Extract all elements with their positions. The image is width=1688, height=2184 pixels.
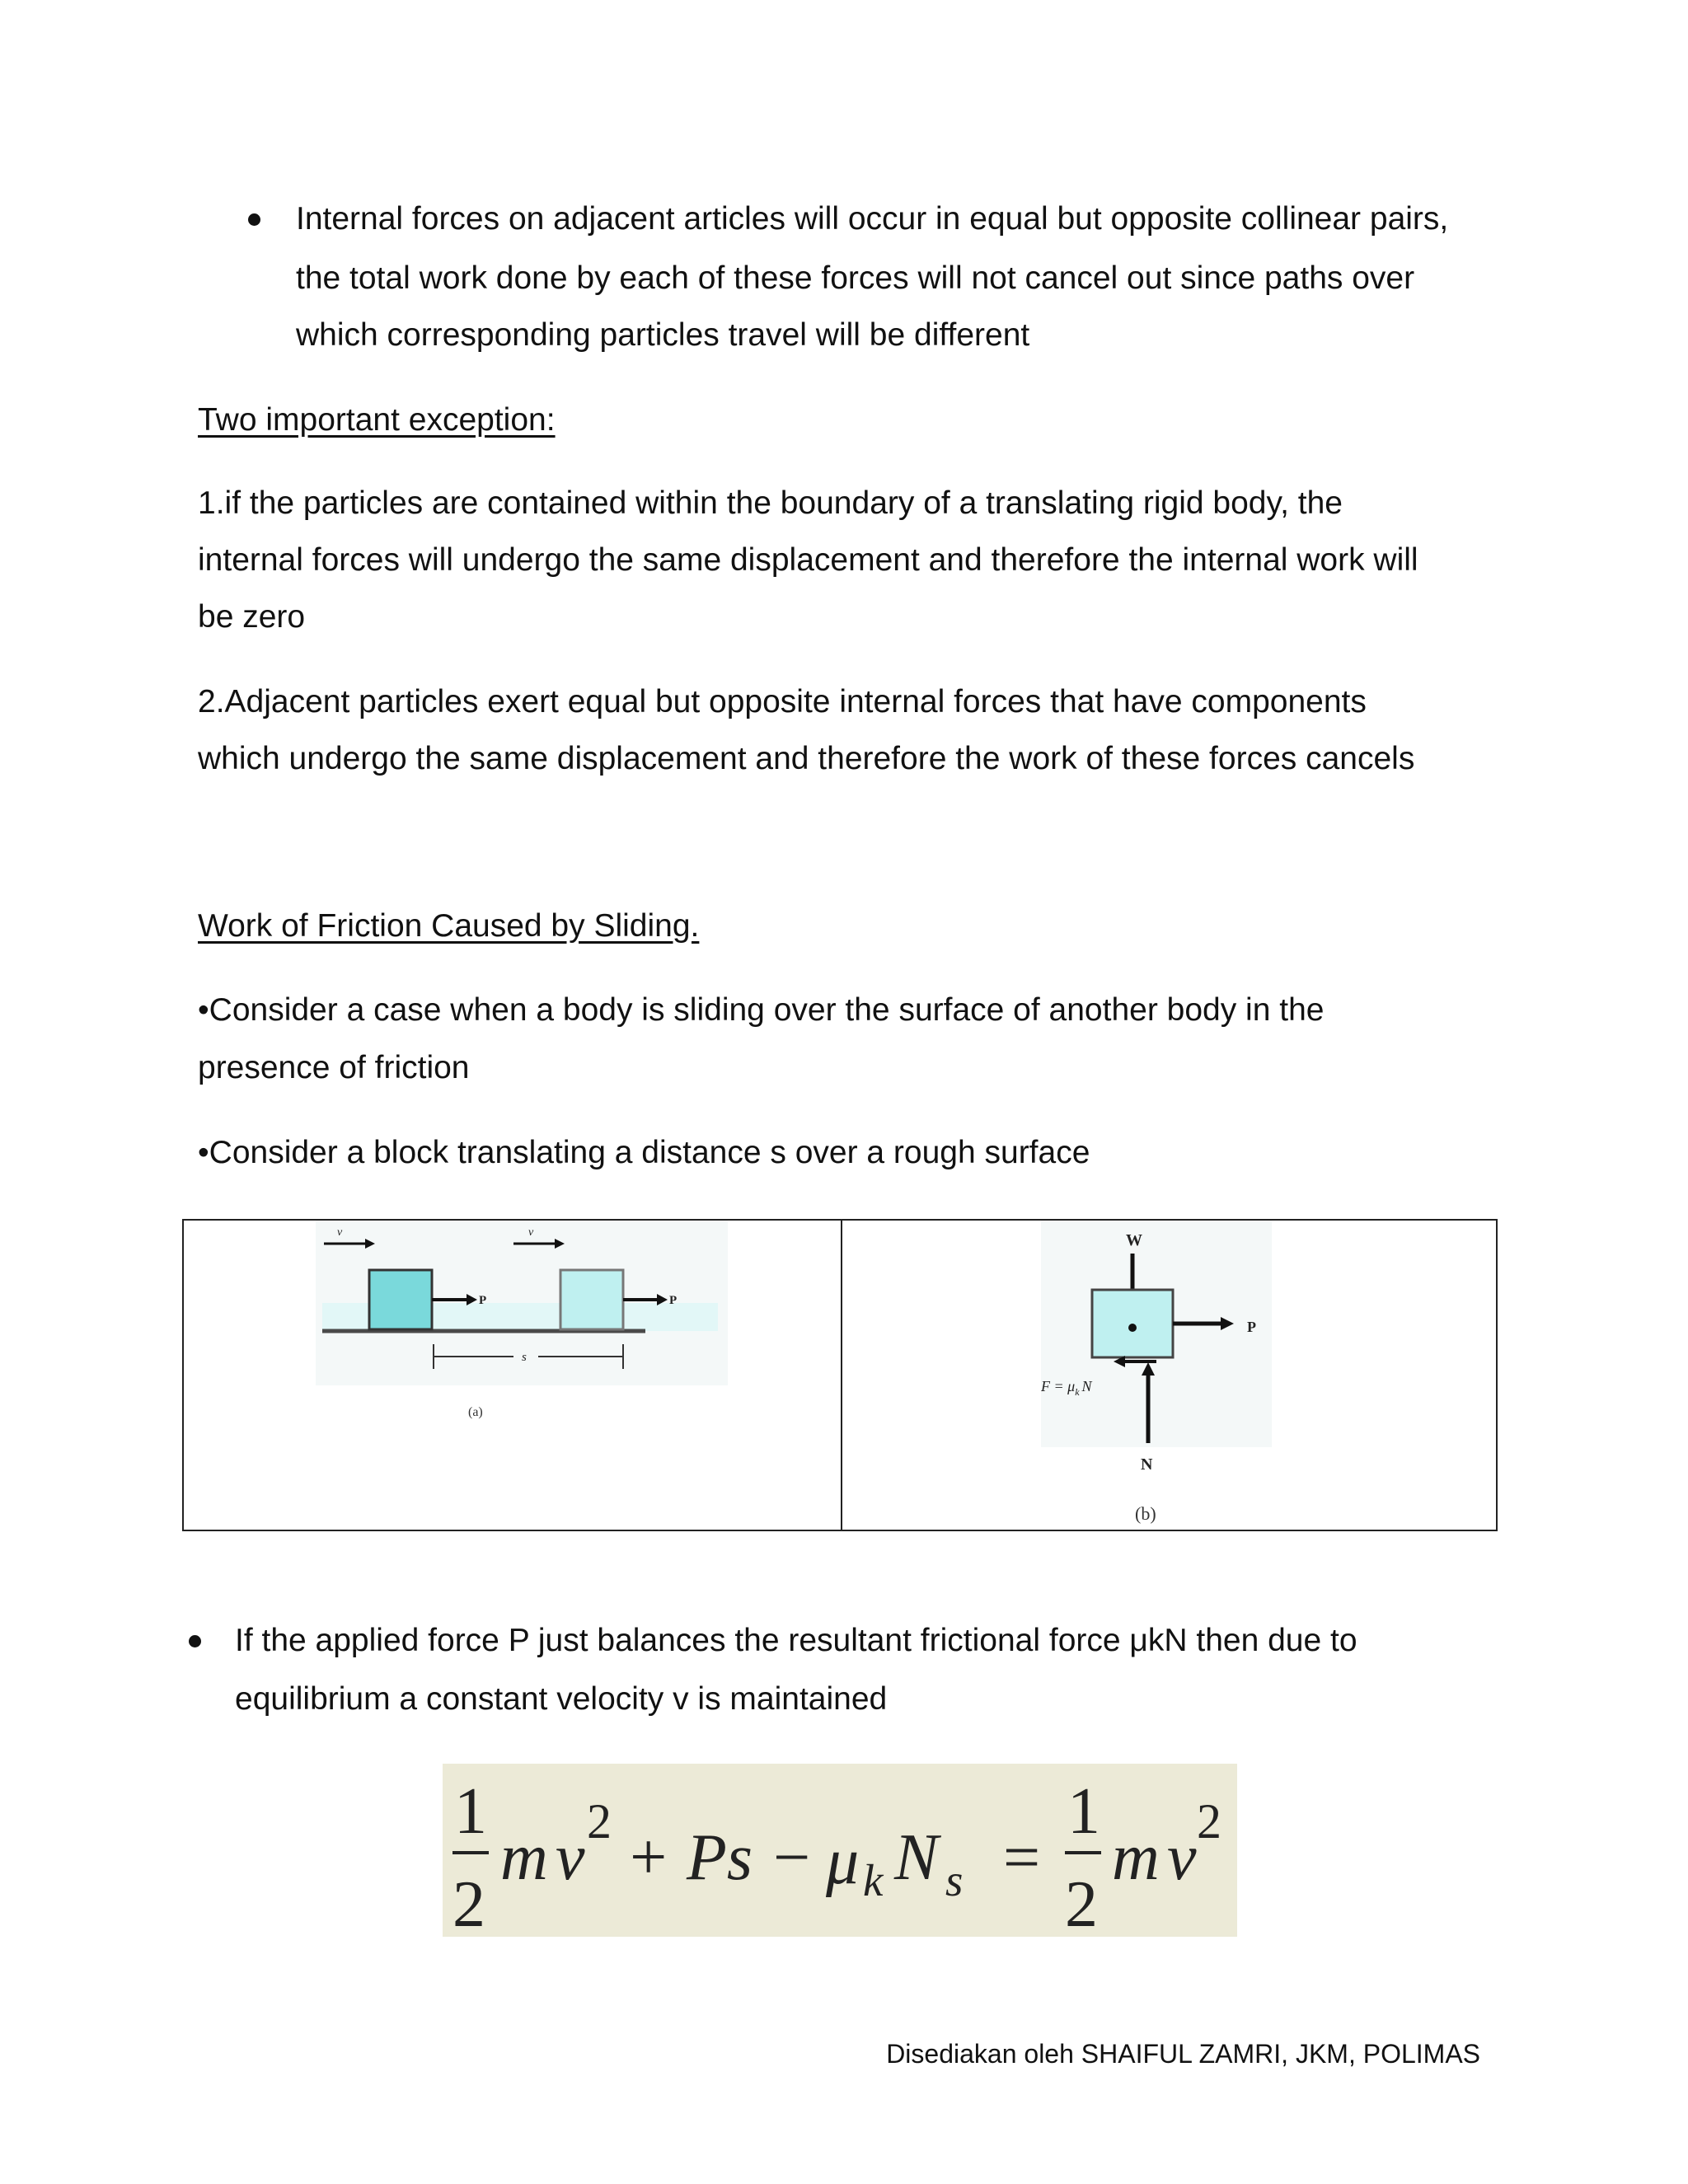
paragraph-line: •Consider a block translating a distance s over a rough surface <box>198 1135 1090 1170</box>
force-label: P <box>479 1294 487 1307</box>
paragraph-line: 1.if the particles are contained within the boundary of a translating rigid body, the <box>198 485 1343 521</box>
bullet-line: If the applied force P just balances the resultant frictional force μkN then due to <box>235 1623 1357 1658</box>
term-m: m <box>1112 1821 1160 1894</box>
exponent: 2 <box>587 1794 612 1849</box>
figure-b-free-body-diagram <box>1041 1221 1288 1530</box>
work-energy-equation <box>443 1764 1237 1937</box>
figure-a-sliding-block <box>316 1221 728 1435</box>
equation-graphic <box>443 1764 1237 1937</box>
footer-credit: Disediakan oleh SHAIFUL ZAMRI, JKM, POLIMAS <box>886 2039 1480 2069</box>
paragraph-line: presence of friction <box>198 1050 470 1085</box>
block-initial <box>369 1270 432 1329</box>
figure-a-caption: (a) <box>468 1405 483 1419</box>
term-equals: = <box>1003 1821 1041 1894</box>
force-label: P <box>669 1294 678 1307</box>
term-n: N <box>894 1821 939 1894</box>
force-label: P <box>1247 1319 1256 1335</box>
term-v: v <box>556 1821 585 1894</box>
paragraph-line: which undergo the same displacement and therefore the work of these forces cancels <box>198 741 1415 776</box>
figure-table-divider <box>841 1221 842 1530</box>
fraction-denominator: 2 <box>1065 1868 1098 1937</box>
paragraph-line: •Consider a case when a body is sliding over the surface of another body in the <box>198 992 1325 1028</box>
term-mu-subscript: k <box>863 1855 884 1905</box>
paragraph-line: 2.Adjacent particles exert equal but opposite internal forces that have components <box>198 684 1367 719</box>
weight-label: W <box>1126 1231 1142 1249</box>
term-v: v <box>1167 1821 1197 1894</box>
bullet-marker <box>248 213 260 226</box>
term-mu: μ <box>826 1825 860 1898</box>
term-plus-ps: + Ps − <box>626 1821 814 1894</box>
distance-label: s <box>522 1351 527 1364</box>
normal-label: N <box>1141 1455 1153 1474</box>
fraction-numerator: 1 <box>1067 1775 1100 1848</box>
figure-b-caption: (b) <box>1135 1503 1156 1524</box>
bullet-marker <box>189 1635 201 1647</box>
friction-label: $F = \mu_k$ N <box>1041 1378 1092 1398</box>
bullet-line: equilibrium a constant velocity v is maintained <box>235 1681 888 1717</box>
term-m: m <box>500 1821 548 1894</box>
bullet-line: which corresponding particles travel will be different <box>296 317 1030 353</box>
velocity-label: v <box>528 1226 534 1239</box>
section-heading-exceptions: Two important exception: <box>198 402 556 438</box>
term-n-subscript: s <box>945 1855 964 1905</box>
fraction-denominator: 2 <box>452 1868 485 1937</box>
paragraph-line: be zero <box>198 599 306 635</box>
exponent: 2 <box>1197 1794 1221 1849</box>
section-heading-friction: Work of Friction Caused by Sliding. <box>198 908 700 944</box>
figure-table <box>182 1219 1498 1531</box>
bullet-line: the total work done by each of these forces will not cancel out since paths over <box>296 260 1415 296</box>
velocity-label: v <box>337 1226 343 1239</box>
fraction-numerator: 1 <box>454 1775 487 1848</box>
block-final <box>560 1270 623 1329</box>
bullet-line: Internal forces on adjacent articles will occur in equal but opposite collinear pairs, <box>296 201 1449 237</box>
paragraph-line: internal forces will undergo the same displacement and therefore the internal work will <box>198 542 1418 578</box>
